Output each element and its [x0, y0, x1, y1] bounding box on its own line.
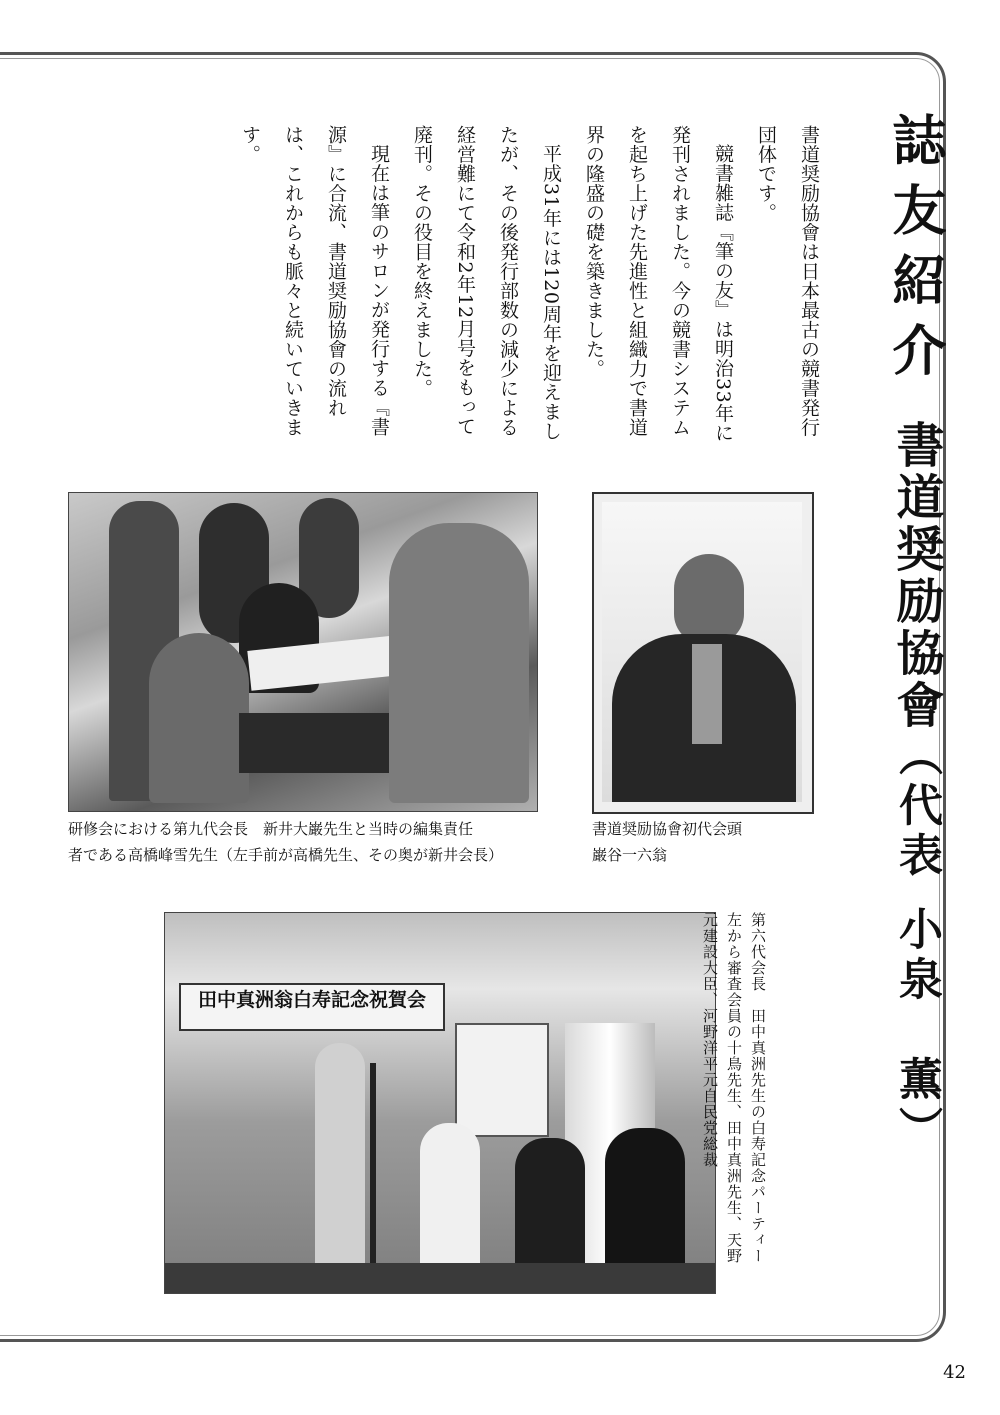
photo-figure	[149, 633, 249, 803]
photo-seated-person	[605, 1128, 685, 1278]
photo-seated-person	[420, 1123, 480, 1273]
body-paragraph: 平成31年には120周年を迎えましたが、その後発行部数の減少による経営難にて令和2年12月号をもって廃刊。その役目を終えました。	[411, 125, 562, 441]
portrait-collar	[692, 644, 722, 744]
photo-figure	[389, 523, 529, 803]
caption-line: 研修会における第九代会長 新井大巌先生と当時の編集責任	[68, 820, 474, 838]
party-banner-text: 田中真洲翁白寿記念祝賀会	[197, 989, 426, 1011]
caption-line: 第六代会長 田中真洲先生の白寿記念パーティー	[749, 912, 767, 1264]
photo-speaker	[315, 1043, 365, 1273]
photo-microphone-stand	[370, 1063, 376, 1273]
representative-name: 小泉 薫）	[891, 906, 942, 1156]
workshop-photo	[68, 492, 538, 812]
photo-screen	[455, 1023, 549, 1137]
caption-line: 者である高橋峰雪先生（左手前が高橋先生、その奥が新井会長）	[68, 846, 504, 864]
representative-label: （代表	[891, 732, 942, 882]
caption-line: 元建設大臣、河野洋平元自民党総裁	[701, 912, 719, 1168]
portrait-caption	[592, 816, 832, 868]
organization-name: 書道奨励協會	[888, 420, 944, 732]
body-paragraph: 現在は筆のサロンが発行する『書源』に合流、書道奨励協會の流れは、これからも脈々と続いていきます。	[239, 125, 390, 437]
caption-line: 巌谷一六翁	[592, 846, 668, 864]
body-paragraph: 競書雑誌『筆の友』は明治33年に発刊されました。今の競書システムを起ち上げた先進性と組織力で書道界の隆盛の礎を築きました。	[583, 125, 734, 443]
article-body	[228, 125, 830, 455]
organization-heading	[888, 420, 944, 1156]
photo-stage-floor	[165, 1263, 715, 1293]
photo-table	[239, 713, 389, 773]
caption-line: 左から審査会員の十鳥先生、田中真洲先生、天野	[725, 912, 743, 1264]
party-banner	[179, 983, 445, 1031]
party-photo	[164, 912, 716, 1294]
portrait-photo	[592, 492, 814, 814]
body-paragraph: 書道奨励協會は日本最古の競書発行団体です。	[755, 125, 820, 437]
section-title: 誌友紹介	[884, 112, 947, 392]
page-number: 42	[943, 1362, 966, 1383]
caption-line: 書道奨励協會初代会頭	[592, 820, 743, 838]
workshop-caption	[68, 816, 548, 868]
party-caption	[698, 912, 770, 1292]
photo-seated-person	[515, 1138, 585, 1278]
portrait-head	[674, 554, 744, 644]
